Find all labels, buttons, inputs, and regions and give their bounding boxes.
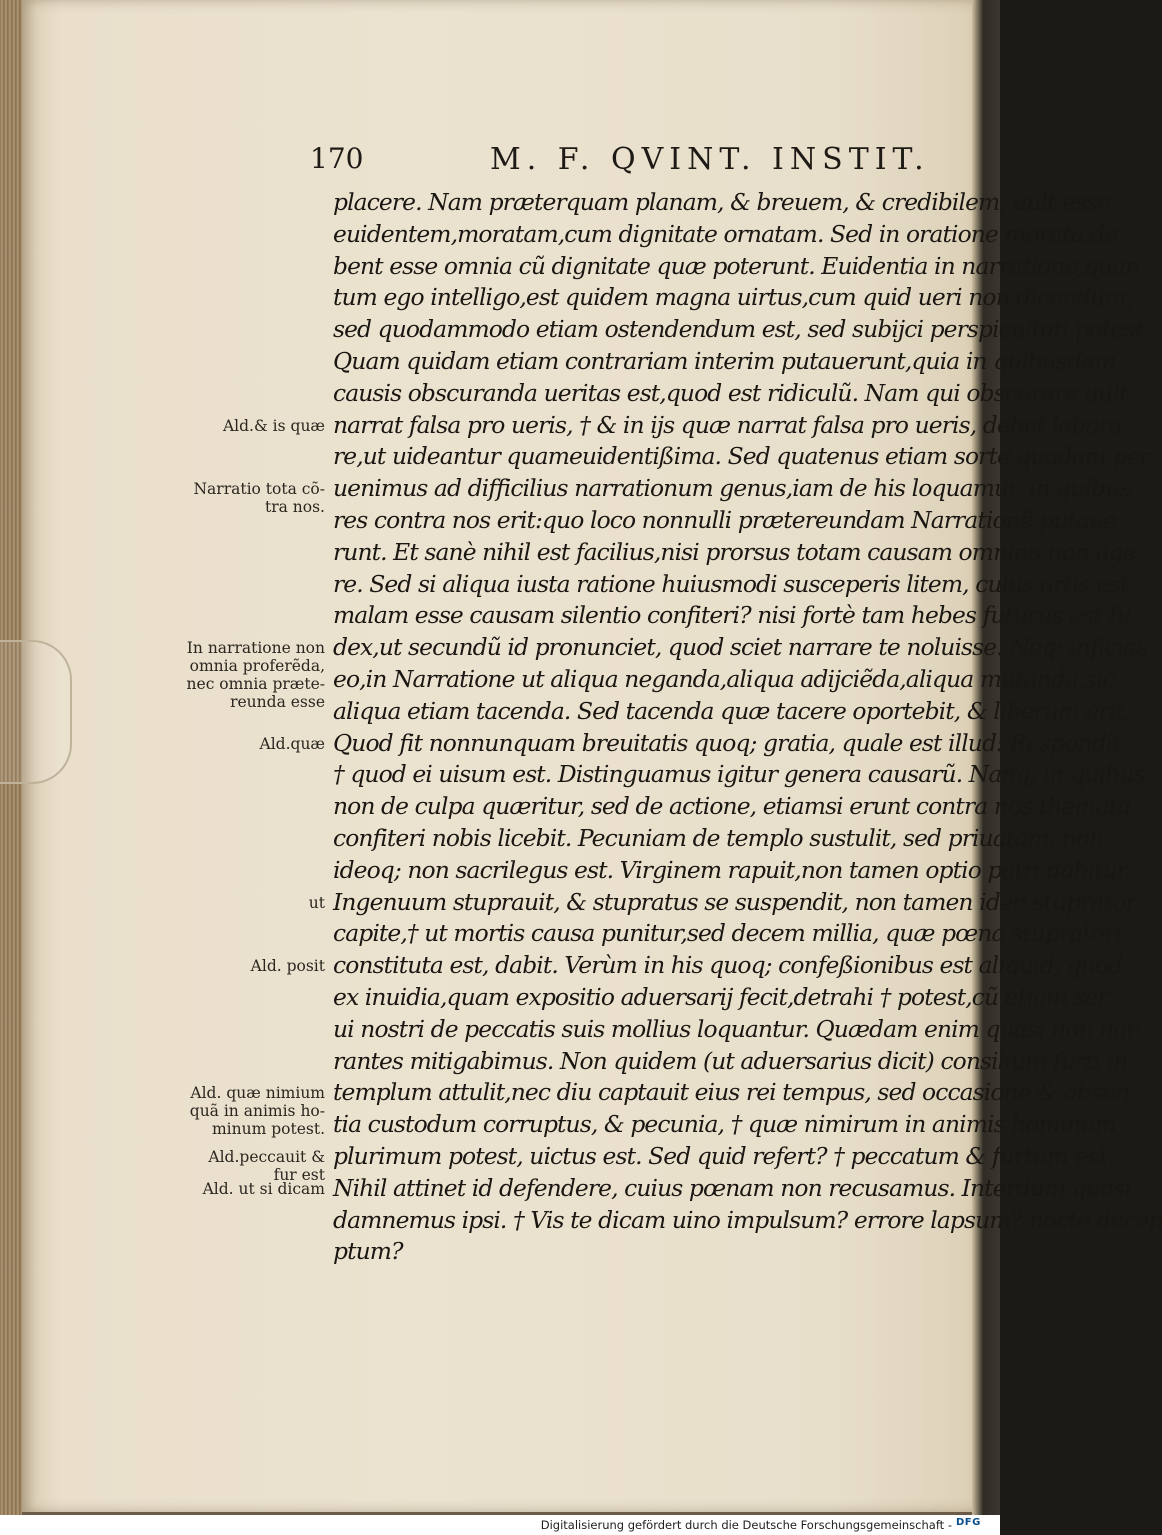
text-line: ptum? [333,1237,403,1266]
text-line: narrat falsa pro ueris, † & in ijs quæ narrat falsa pro ueris, debet labora [333,410,1123,439]
running-title: M. F. QVINT. INSTIT. [490,142,930,177]
text-line: rantes mitigabimus. Non quidem (ut aduersarius dicit) consilium furti in [333,1046,1128,1075]
text-line: templum attulit,nec diu captauit eius rei tempus, sed occasione & absen [333,1078,1129,1107]
marginal-note: Narratio tota cõ- tra nos. [193,480,325,517]
text-line: bent esse omnia cũ dignitate quæ poterunt. Euidentia in narratione,quan [333,251,1140,280]
text-line: placere. Nam præterquam planam, & breuem, & credibilem, uult esse [333,188,1111,216]
marginal-note: Ald. ut si dicam [202,1179,325,1198]
marginal-note: Ald.& is quæ [222,416,325,435]
text-line: uenimus ad difficilius narrationum genus,iam de his loquamur, in quibus [333,474,1131,503]
body-text [333,187,1162,1467]
text-line: malam esse causam silentio confiteri? nisi fortè tam hebes futurus est Iu [333,601,1131,630]
text-line: causis obscuranda ueritas est,quod est ridiculũ. Nam qui obscurare uult, [333,378,1135,407]
text-line: eo,in Narratione ut aliqua neganda,aliqua adijciẽda,aliqua mutanda,sic [333,664,1115,693]
page-clip [0,640,72,784]
text-line: euidentem,moratam,cum dignitate ornatam. Sed in oratione morata,de [333,219,1118,248]
text-line: Nihil attinet id defendere, cuius pœnam non recusamus. Interdum quasi [333,1173,1131,1202]
text-line: res contra nos erit:quo loco nonnulli prætereundam Narrationẽ putaue [333,505,1117,534]
text-line: re,ut uideantur quameuidentißima. Sed quatenus etiam sorte quadam per [333,442,1150,471]
text-line: tum ego intelligo,est quidem magna uirtus,cum quid ueri non dicendum, [333,283,1133,312]
marginal-note: Ald. quæ nimium quã in animis ho- minum potest. [189,1084,325,1139]
text-line: confiteri nobis licebit. Pecuniam de templo sustulit, sed priuatam, non [333,823,1104,852]
text-line: aliqua etiam tacenda. Sed tacenda quæ tacere oportebit, & liberum erit. [333,696,1131,725]
dfg-logo: DFG [956,1517,981,1528]
marginal-note: In narratione non omnia proferẽda, nec omnia præte- reunda esse [186,639,325,712]
marginal-note: Ald.peccauit & fur est [208,1148,325,1184]
running-header [310,142,930,182]
footer-bar [0,1515,1000,1535]
text-line: non de culpa quæritur, sed de actione, etiamsi erunt contra nos themata, [333,792,1137,821]
text-line: runt. Et sanè nihil est facilius,nisi prorsus totam causam omnino non age [333,537,1136,566]
text-line: capite,† ut mortis causa punitur,sed decem millia, quæ pœna stupratori [333,919,1121,948]
text-line: sed quodammodo etiam ostendendum est, sed subijci perspicuitati potest. [333,315,1150,344]
marginal-note: ut [308,893,325,912]
text-line: damnemus ipsi. † Vis te dicam uino impulsum? errore lapsum? nocte decep [333,1205,1162,1234]
text-line: dex,ut secundũ id pronunciet, quod sciet narrare te noluisse. Neq; inficias [333,633,1148,662]
text-line: re. Sed si aliqua iusta ratione huiusmodi susceperis litem, cuius artis est [333,569,1129,598]
marginal-note: Ald.quæ [259,734,325,753]
text-line: † quod ei uisum est. Distinguamus igitur genera causarũ. Nanq; in quibus [333,760,1145,789]
text-line: plurimum potest, uictus est. Sed quid refert? † peccatum & furtum est. [333,1141,1114,1170]
text-line: ui nostri de peccatis suis mollius loquantur. Quædam enim quasi non nar [333,1014,1137,1043]
text-line: ex inuidia,quam expositio aduersarij fecit,detrahi † potest,cũ etiam ser [333,982,1108,1011]
text-line: Ingenuum stuprauit, & stupratus se suspendit, non tamen ideo stuprator [333,887,1136,916]
text-line: ideoq; non sacrilegus est. Virginem rapuit,non tamen optio patri dabitur. [333,855,1132,884]
text-line: tia custodum corruptus, & pecunia, † quæ nimirum in animis hominum [333,1110,1117,1139]
funding-notice: Digitalisierung gefördert durch die Deutsche Forschungsgemeinschaft - [540,1518,952,1532]
text-line: constituta est, dabit. Verùm in his quoq; confeßionibus est aliquid, quod [333,951,1123,980]
page-number: 170 [310,142,364,175]
text-line: Quod fit nonnunquam breuitatis quoq; gratia, quale est illud: Respondit [333,728,1121,757]
marginal-note: Ald. posit [250,957,325,976]
text-line: Quam quidam etiam contrariam interim putauerunt,quia in quibusdam [333,346,1116,375]
